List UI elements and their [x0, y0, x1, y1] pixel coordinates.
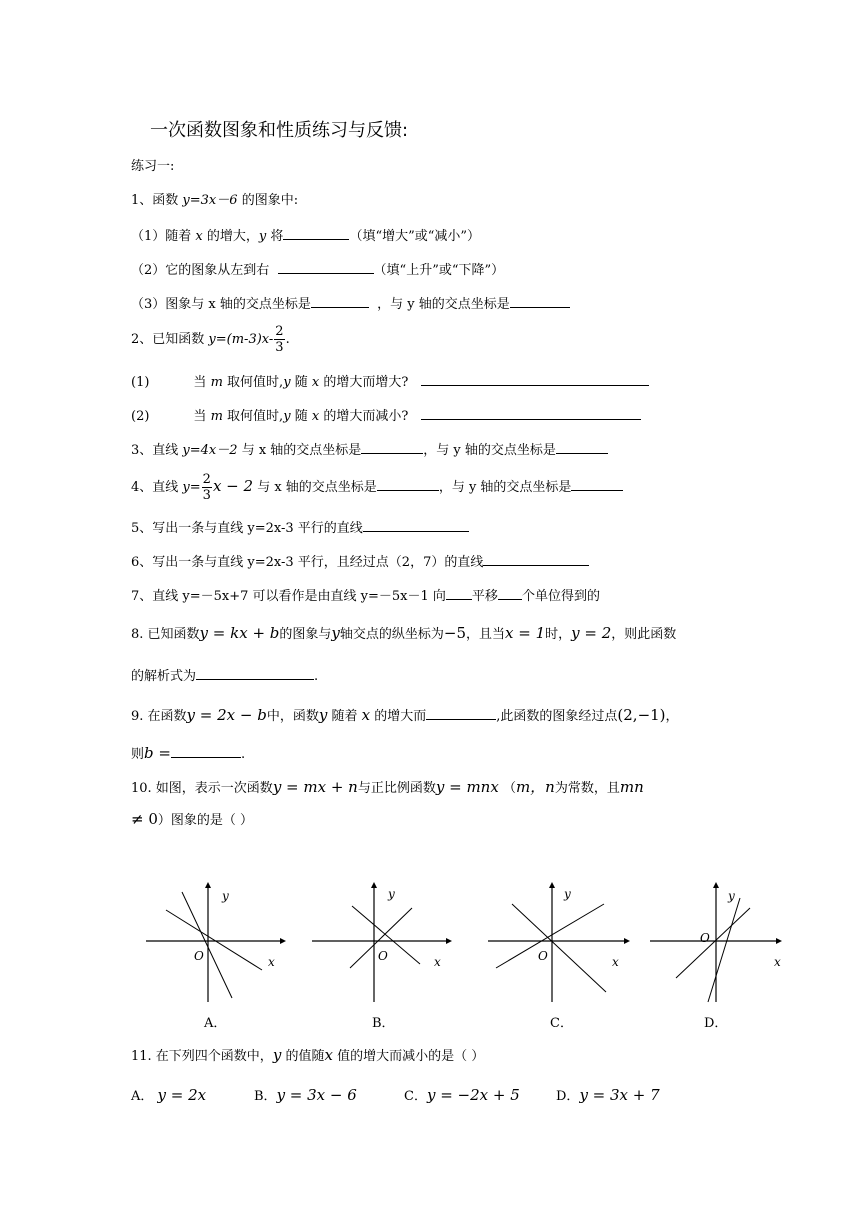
question-10-line-2: ≠ 0）图象的是（ ）	[131, 810, 254, 828]
question-1-part-3: （3）图象与 x 轴的交点坐标是 ，与 y 轴的交点坐标是	[131, 294, 570, 314]
graph-label-a[interactable]: A．	[204, 1016, 227, 1031]
x-axis-label: x	[774, 955, 781, 969]
answer-blank[interactable]	[377, 477, 439, 491]
graph-label-c[interactable]: C．	[550, 1016, 573, 1031]
y-axis-arrow-icon	[205, 882, 211, 888]
fraction: $\frac{2}{3}$	[202, 472, 211, 503]
question-2-part-1: (1) 当 m 取何值时,y 随 x 的增大而增大?	[131, 372, 649, 392]
origin-label: O	[194, 949, 204, 963]
question-2: 2、已知函数 y=(m-3)x- $\frac{2}{3}$ .	[131, 324, 290, 355]
x-axis-label: x	[268, 955, 275, 969]
answer-blank[interactable]	[363, 518, 469, 532]
graph-line-2	[708, 898, 740, 1002]
option-d[interactable]: D．y = 3x + 7	[556, 1086, 660, 1104]
answer-blank[interactable]	[498, 586, 522, 600]
origin-label: O	[700, 931, 710, 945]
question-9: 9. 在函数y = 2x − b中，函数y 随着 x 的增大而 ,此函数的图象经过点(2,−1)，	[131, 706, 679, 724]
question-1-part-2: （2）它的图象从左到右 （填“上升”或“下降”）	[131, 260, 504, 280]
y-axis-label: y	[222, 889, 229, 903]
graph-line-1	[512, 904, 606, 992]
answer-blank[interactable]	[556, 440, 608, 454]
answer-blank[interactable]	[483, 552, 589, 566]
answer-blank[interactable]	[446, 586, 472, 600]
x-axis-arrow-icon	[446, 938, 452, 944]
answer-blank[interactable]	[278, 260, 374, 274]
y-axis-arrow-icon	[371, 882, 377, 888]
origin-label: O	[378, 949, 388, 963]
graph-option-a	[140, 878, 290, 1008]
question-2-part-2: (2) 当 m 取何值时,y 随 x 的增大而减小?	[131, 406, 641, 426]
graph-label-d[interactable]: D．	[704, 1016, 728, 1031]
question-4: 4、直线 y= $\frac{2}{3}$ x − 2 与 x 轴的交点坐标是 ，与 y 轴的交点坐标是	[131, 466, 623, 508]
question-1-part-1: （1）随着 x 的增大，y 将 （填“增大”或“减小”）	[131, 226, 480, 246]
graph-line-1	[676, 908, 750, 978]
question-7: 7、直线 y=－5x+7 可以看作是由直线 y=－5x－1 向 平移 个单位得到的	[131, 586, 600, 606]
section-label: 练习一:	[131, 159, 175, 174]
option-c[interactable]: C．y = −2x + 5	[404, 1086, 520, 1104]
answer-blank[interactable]	[311, 294, 369, 308]
option-a[interactable]: A． y = 2x	[131, 1086, 207, 1104]
x-axis-label: x	[612, 955, 619, 969]
x-axis-label: x	[434, 955, 441, 969]
answer-blank[interactable]	[171, 744, 241, 758]
fraction: $\frac{2}{3}$	[275, 324, 284, 355]
x-axis-arrow-icon	[280, 938, 286, 944]
answer-blank[interactable]	[426, 706, 496, 720]
graph-option-c	[484, 878, 634, 1008]
option-b[interactable]: B．y = 3x − 6	[254, 1086, 357, 1104]
question-9-line-2: 则b = .	[131, 744, 246, 762]
y-axis-arrow-icon	[549, 882, 555, 888]
graph-line-2	[182, 892, 232, 998]
page-title: 一次函数图象和性质练习与反馈:	[150, 120, 409, 141]
question-5: 5、写出一条与直线 y=2x-3 平行的直线	[131, 518, 469, 538]
answer-blank[interactable]	[196, 666, 314, 680]
question-3: 3、直线 y=4x－2 与 x 轴的交点坐标是 ，与 y 轴的交点坐标是	[131, 440, 608, 460]
question-11: 11. 在下列四个函数中，y 的值随x 值的增大而减小的是（ ）	[131, 1046, 485, 1064]
origin-label: O	[538, 949, 548, 963]
question-10: 10. 如图，表示一次函数y = mx + n与正比例函数y = mnx （m，n为常数，且mn	[131, 778, 644, 796]
graph-option-b	[306, 878, 456, 1008]
question-1: 1、函数 y=3x－6 的图象中:	[131, 193, 299, 208]
graph-option-d	[646, 878, 796, 1008]
answer-blank[interactable]	[421, 372, 649, 386]
y-axis-arrow-icon	[713, 882, 719, 888]
answer-blank[interactable]	[510, 294, 570, 308]
question-6: 6、写出一条与直线 y=2x-3 平行，且经过点（2，7）的直线	[131, 552, 589, 572]
answer-blank[interactable]	[571, 477, 623, 491]
x-axis-arrow-icon	[776, 938, 782, 944]
question-8-line-2: 的解析式为 .	[131, 666, 318, 686]
answer-blank[interactable]	[283, 226, 349, 240]
question-8: 8. 已知函数y = kx + b的图象与y轴交点的纵坐标为−5，且当x = 1时，y = 2，则此函数	[131, 624, 677, 642]
x-axis-arrow-icon	[624, 938, 630, 944]
answer-blank[interactable]	[421, 406, 641, 420]
answer-blank[interactable]	[361, 440, 423, 454]
y-axis-label: y	[388, 887, 395, 901]
y-axis-label: y	[728, 889, 735, 903]
y-axis-label: y	[564, 887, 571, 901]
graph-line-2	[496, 904, 604, 968]
graph-label-b[interactable]: B．	[372, 1016, 395, 1031]
